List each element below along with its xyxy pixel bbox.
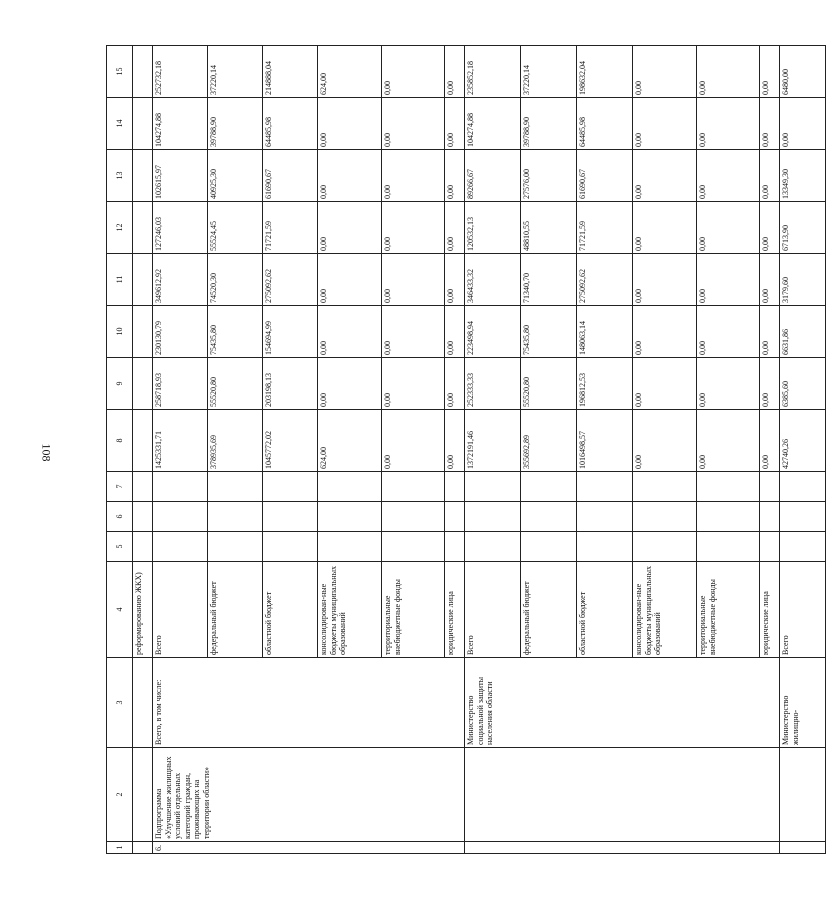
amount-cell: 378935,69 <box>208 410 263 472</box>
program-name-cell <box>133 748 153 842</box>
amount-cell: 39788,90 <box>208 98 263 150</box>
amount-cell <box>697 532 760 562</box>
funding-source-cell: областной бюджет <box>577 562 633 658</box>
amount-cell: 1045772,02 <box>263 410 318 472</box>
amount-cell <box>760 532 780 562</box>
amount-cell: 0,00 <box>760 358 780 410</box>
column-number-cell: 5 <box>107 532 133 562</box>
amount-cell <box>577 502 633 532</box>
page-number: 108 <box>39 443 54 462</box>
amount-cell: 6631,86 <box>780 306 826 358</box>
amount-cell: 71340,70 <box>521 254 577 306</box>
amount-cell: 3179,60 <box>780 254 826 306</box>
amount-cell: 223498,94 <box>465 306 521 358</box>
amount-cell: 74520,30 <box>208 254 263 306</box>
amount-cell: 0,00 <box>445 410 465 472</box>
amount-cell <box>133 306 153 358</box>
row-number-cell <box>465 842 780 854</box>
row-number-cell <box>133 842 153 854</box>
program-name-cell <box>780 748 826 842</box>
funding-source-cell: областной бюджет <box>263 562 318 658</box>
amount-cell: 0,00 <box>318 98 382 150</box>
executor-cell: Министерство жилищно- <box>780 658 826 748</box>
amount-cell <box>263 502 318 532</box>
amount-cell <box>153 472 208 502</box>
amount-cell: 258718,93 <box>153 358 208 410</box>
amount-cell <box>465 532 521 562</box>
amount-cell <box>780 502 826 532</box>
amount-cell: 75435,80 <box>208 306 263 358</box>
table-row <box>780 46 826 854</box>
amount-cell: 0,00 <box>318 358 382 410</box>
amount-cell: 55524,45 <box>208 202 263 254</box>
amount-cell: 0,00 <box>382 306 445 358</box>
amount-cell <box>318 502 382 532</box>
amount-cell: 0,00 <box>697 410 760 472</box>
amount-cell: 0,00 <box>633 306 697 358</box>
funding-source-cell: Всего <box>153 562 208 658</box>
amount-cell: 0,00 <box>760 150 780 202</box>
amount-cell: 27576,00 <box>521 150 577 202</box>
amount-cell: 0,00 <box>780 98 826 150</box>
amount-cell: 252732,18 <box>153 46 208 98</box>
amount-cell: 61690,67 <box>577 150 633 202</box>
table-row <box>133 46 153 854</box>
table-row <box>153 46 208 854</box>
amount-cell <box>521 472 577 502</box>
amount-cell: 39788,90 <box>521 98 577 150</box>
funding-source-cell: территориальные внебюджетные фонды <box>697 562 760 658</box>
amount-cell: 0,00 <box>445 150 465 202</box>
amount-cell: 37220,14 <box>208 46 263 98</box>
amount-cell <box>153 502 208 532</box>
amount-cell <box>577 472 633 502</box>
column-number-cell: 8 <box>107 410 133 472</box>
column-number-cell: 1 <box>107 842 133 854</box>
amount-cell: 0,00 <box>445 254 465 306</box>
amount-cell <box>263 532 318 562</box>
amount-cell: 0,00 <box>697 46 760 98</box>
amount-cell: 196812,53 <box>577 358 633 410</box>
amount-cell <box>133 502 153 532</box>
amount-cell <box>633 502 697 532</box>
amount-cell: 0,00 <box>697 202 760 254</box>
amount-cell <box>153 532 208 562</box>
amount-cell <box>633 532 697 562</box>
amount-cell: 349612,92 <box>153 254 208 306</box>
amount-cell: 235852,18 <box>465 46 521 98</box>
amount-cell: 55520,80 <box>208 358 263 410</box>
amount-cell: 624,00 <box>318 46 382 98</box>
amount-cell: 0,00 <box>633 98 697 150</box>
amount-cell: 0,00 <box>382 46 445 98</box>
amount-cell: 0,00 <box>760 306 780 358</box>
rotated-table-wrapper <box>106 61 800 854</box>
amount-cell: 1016498,57 <box>577 410 633 472</box>
amount-cell <box>263 472 318 502</box>
amount-cell <box>208 472 263 502</box>
amount-cell: 102615,97 <box>153 150 208 202</box>
amount-cell: 40925,30 <box>208 150 263 202</box>
amount-cell: 214888,04 <box>263 46 318 98</box>
amount-cell <box>445 472 465 502</box>
amount-cell: 0,00 <box>445 358 465 410</box>
amount-cell: 0,00 <box>760 410 780 472</box>
amount-cell: 0,00 <box>697 98 760 150</box>
amount-cell <box>465 472 521 502</box>
amount-cell: 624,00 <box>318 410 382 472</box>
column-number-cell: 15 <box>107 46 133 98</box>
amount-cell: 64485,98 <box>263 98 318 150</box>
amount-cell: 252333,33 <box>465 358 521 410</box>
column-number-cell: 4 <box>107 562 133 658</box>
amount-cell: 127246,03 <box>153 202 208 254</box>
amount-cell <box>521 532 577 562</box>
amount-cell <box>382 532 445 562</box>
program-name-cell <box>465 748 780 842</box>
column-number-cell: 3 <box>107 658 133 748</box>
amount-cell <box>133 358 153 410</box>
amount-cell: 37220,14 <box>521 46 577 98</box>
funding-source-cell: реформированию ЖКХ) <box>133 562 153 658</box>
amount-cell: 0,00 <box>318 254 382 306</box>
amount-cell: 13349,30 <box>780 150 826 202</box>
table-row <box>465 46 521 854</box>
amount-cell <box>521 502 577 532</box>
funding-source-cell: федеральный бюджет <box>521 562 577 658</box>
amount-cell: 0,00 <box>382 150 445 202</box>
funding-source-cell: территориальные внебюджетные фонды <box>382 562 445 658</box>
amount-cell <box>382 502 445 532</box>
funding-source-cell: консолидирован-ные бюджеты муниципальных образований <box>633 562 697 658</box>
amount-cell: 71721,59 <box>263 202 318 254</box>
amount-cell: 6385,60 <box>780 358 826 410</box>
amount-cell: 0,00 <box>760 202 780 254</box>
amount-cell: 6713,90 <box>780 202 826 254</box>
funding-source-cell: консолидирован-ные бюджеты муниципальных образований <box>318 562 382 658</box>
column-number-cell: 14 <box>107 98 133 150</box>
amount-cell: 154694,99 <box>263 306 318 358</box>
amount-cell: 0,00 <box>697 358 760 410</box>
column-number-cell: 6 <box>107 502 133 532</box>
funding-source-cell: Всего <box>465 562 521 658</box>
amount-cell: 0,00 <box>382 202 445 254</box>
budget-table <box>106 45 826 854</box>
amount-cell <box>318 472 382 502</box>
column-number-cell: 10 <box>107 306 133 358</box>
program-name-cell: Подпрограмма «Улучшение жилищных условий отдельных категорий граждан, проживающих на территории области» <box>153 748 465 842</box>
amount-cell: 0,00 <box>445 306 465 358</box>
amount-cell <box>760 472 780 502</box>
executor-cell: Министерство социальной защиты населения области <box>465 658 780 748</box>
amount-cell <box>208 502 263 532</box>
amount-cell: 148063,14 <box>577 306 633 358</box>
amount-cell: 0,00 <box>382 410 445 472</box>
amount-cell: 346433,32 <box>465 254 521 306</box>
amount-cell <box>445 502 465 532</box>
amount-cell: 203198,13 <box>263 358 318 410</box>
amount-cell: 0,00 <box>318 150 382 202</box>
column-number-cell: 11 <box>107 254 133 306</box>
amount-cell: 0,00 <box>633 254 697 306</box>
amount-cell: 1425331,71 <box>153 410 208 472</box>
amount-cell <box>318 532 382 562</box>
amount-cell: 75435,80 <box>521 306 577 358</box>
amount-cell: 1372191,46 <box>465 410 521 472</box>
amount-cell: 0,00 <box>633 150 697 202</box>
funding-source-cell: юридические лица <box>760 562 780 658</box>
column-number-cell: 7 <box>107 472 133 502</box>
amount-cell <box>577 532 633 562</box>
funding-source-cell: юридические лица <box>445 562 465 658</box>
amount-cell <box>133 46 153 98</box>
column-number-cell: 2 <box>107 748 133 842</box>
funding-source-cell: Всего <box>780 562 826 658</box>
amount-cell <box>697 472 760 502</box>
column-number-cell: 13 <box>107 150 133 202</box>
column-number-cell: 9 <box>107 358 133 410</box>
amount-cell: 0,00 <box>633 46 697 98</box>
amount-cell <box>133 532 153 562</box>
amount-cell: 230130,79 <box>153 306 208 358</box>
amount-cell: 42740,26 <box>780 410 826 472</box>
header-row <box>107 46 133 854</box>
amount-cell: 6480,00 <box>780 46 826 98</box>
row-number-cell <box>780 842 826 854</box>
amount-cell <box>697 502 760 532</box>
amount-cell: 0,00 <box>633 410 697 472</box>
amount-cell <box>208 532 263 562</box>
amount-cell: 0,00 <box>382 358 445 410</box>
amount-cell <box>633 472 697 502</box>
amount-cell: 0,00 <box>633 202 697 254</box>
amount-cell: 0,00 <box>760 98 780 150</box>
amount-cell: 104274,88 <box>153 98 208 150</box>
executor-cell: Всего, в том числе: <box>153 658 465 748</box>
amount-cell: 0,00 <box>318 202 382 254</box>
amount-cell <box>133 150 153 202</box>
amount-cell: 275092,62 <box>577 254 633 306</box>
amount-cell: 0,00 <box>382 98 445 150</box>
amount-cell: 0,00 <box>318 306 382 358</box>
amount-cell <box>382 472 445 502</box>
amount-cell: 0,00 <box>760 46 780 98</box>
amount-cell <box>133 254 153 306</box>
amount-cell: 120532,13 <box>465 202 521 254</box>
amount-cell: 0,00 <box>445 202 465 254</box>
amount-cell: 61690,67 <box>263 150 318 202</box>
amount-cell: 355692,89 <box>521 410 577 472</box>
amount-cell: 55520,80 <box>521 358 577 410</box>
amount-cell <box>133 410 153 472</box>
amount-cell: 0,00 <box>697 150 760 202</box>
column-number-cell: 12 <box>107 202 133 254</box>
amount-cell: 0,00 <box>633 358 697 410</box>
amount-cell: 48810,55 <box>521 202 577 254</box>
amount-cell: 198632,04 <box>577 46 633 98</box>
amount-cell: 89266,67 <box>465 150 521 202</box>
amount-cell: 0,00 <box>382 254 445 306</box>
amount-cell <box>780 472 826 502</box>
amount-cell <box>133 98 153 150</box>
amount-cell <box>465 502 521 532</box>
amount-cell <box>445 532 465 562</box>
funding-source-cell: федеральный бюджет <box>208 562 263 658</box>
amount-cell: 64485,98 <box>577 98 633 150</box>
amount-cell <box>780 532 826 562</box>
executor-cell <box>133 658 153 748</box>
amount-cell <box>133 202 153 254</box>
amount-cell <box>133 472 153 502</box>
amount-cell <box>760 502 780 532</box>
amount-cell: 0,00 <box>697 306 760 358</box>
amount-cell: 0,00 <box>445 98 465 150</box>
amount-cell: 0,00 <box>445 46 465 98</box>
amount-cell: 71721,59 <box>577 202 633 254</box>
amount-cell: 275092,62 <box>263 254 318 306</box>
amount-cell: 0,00 <box>697 254 760 306</box>
row-number-cell: 6. <box>153 842 465 854</box>
amount-cell: 0,00 <box>760 254 780 306</box>
amount-cell: 104274,88 <box>465 98 521 150</box>
